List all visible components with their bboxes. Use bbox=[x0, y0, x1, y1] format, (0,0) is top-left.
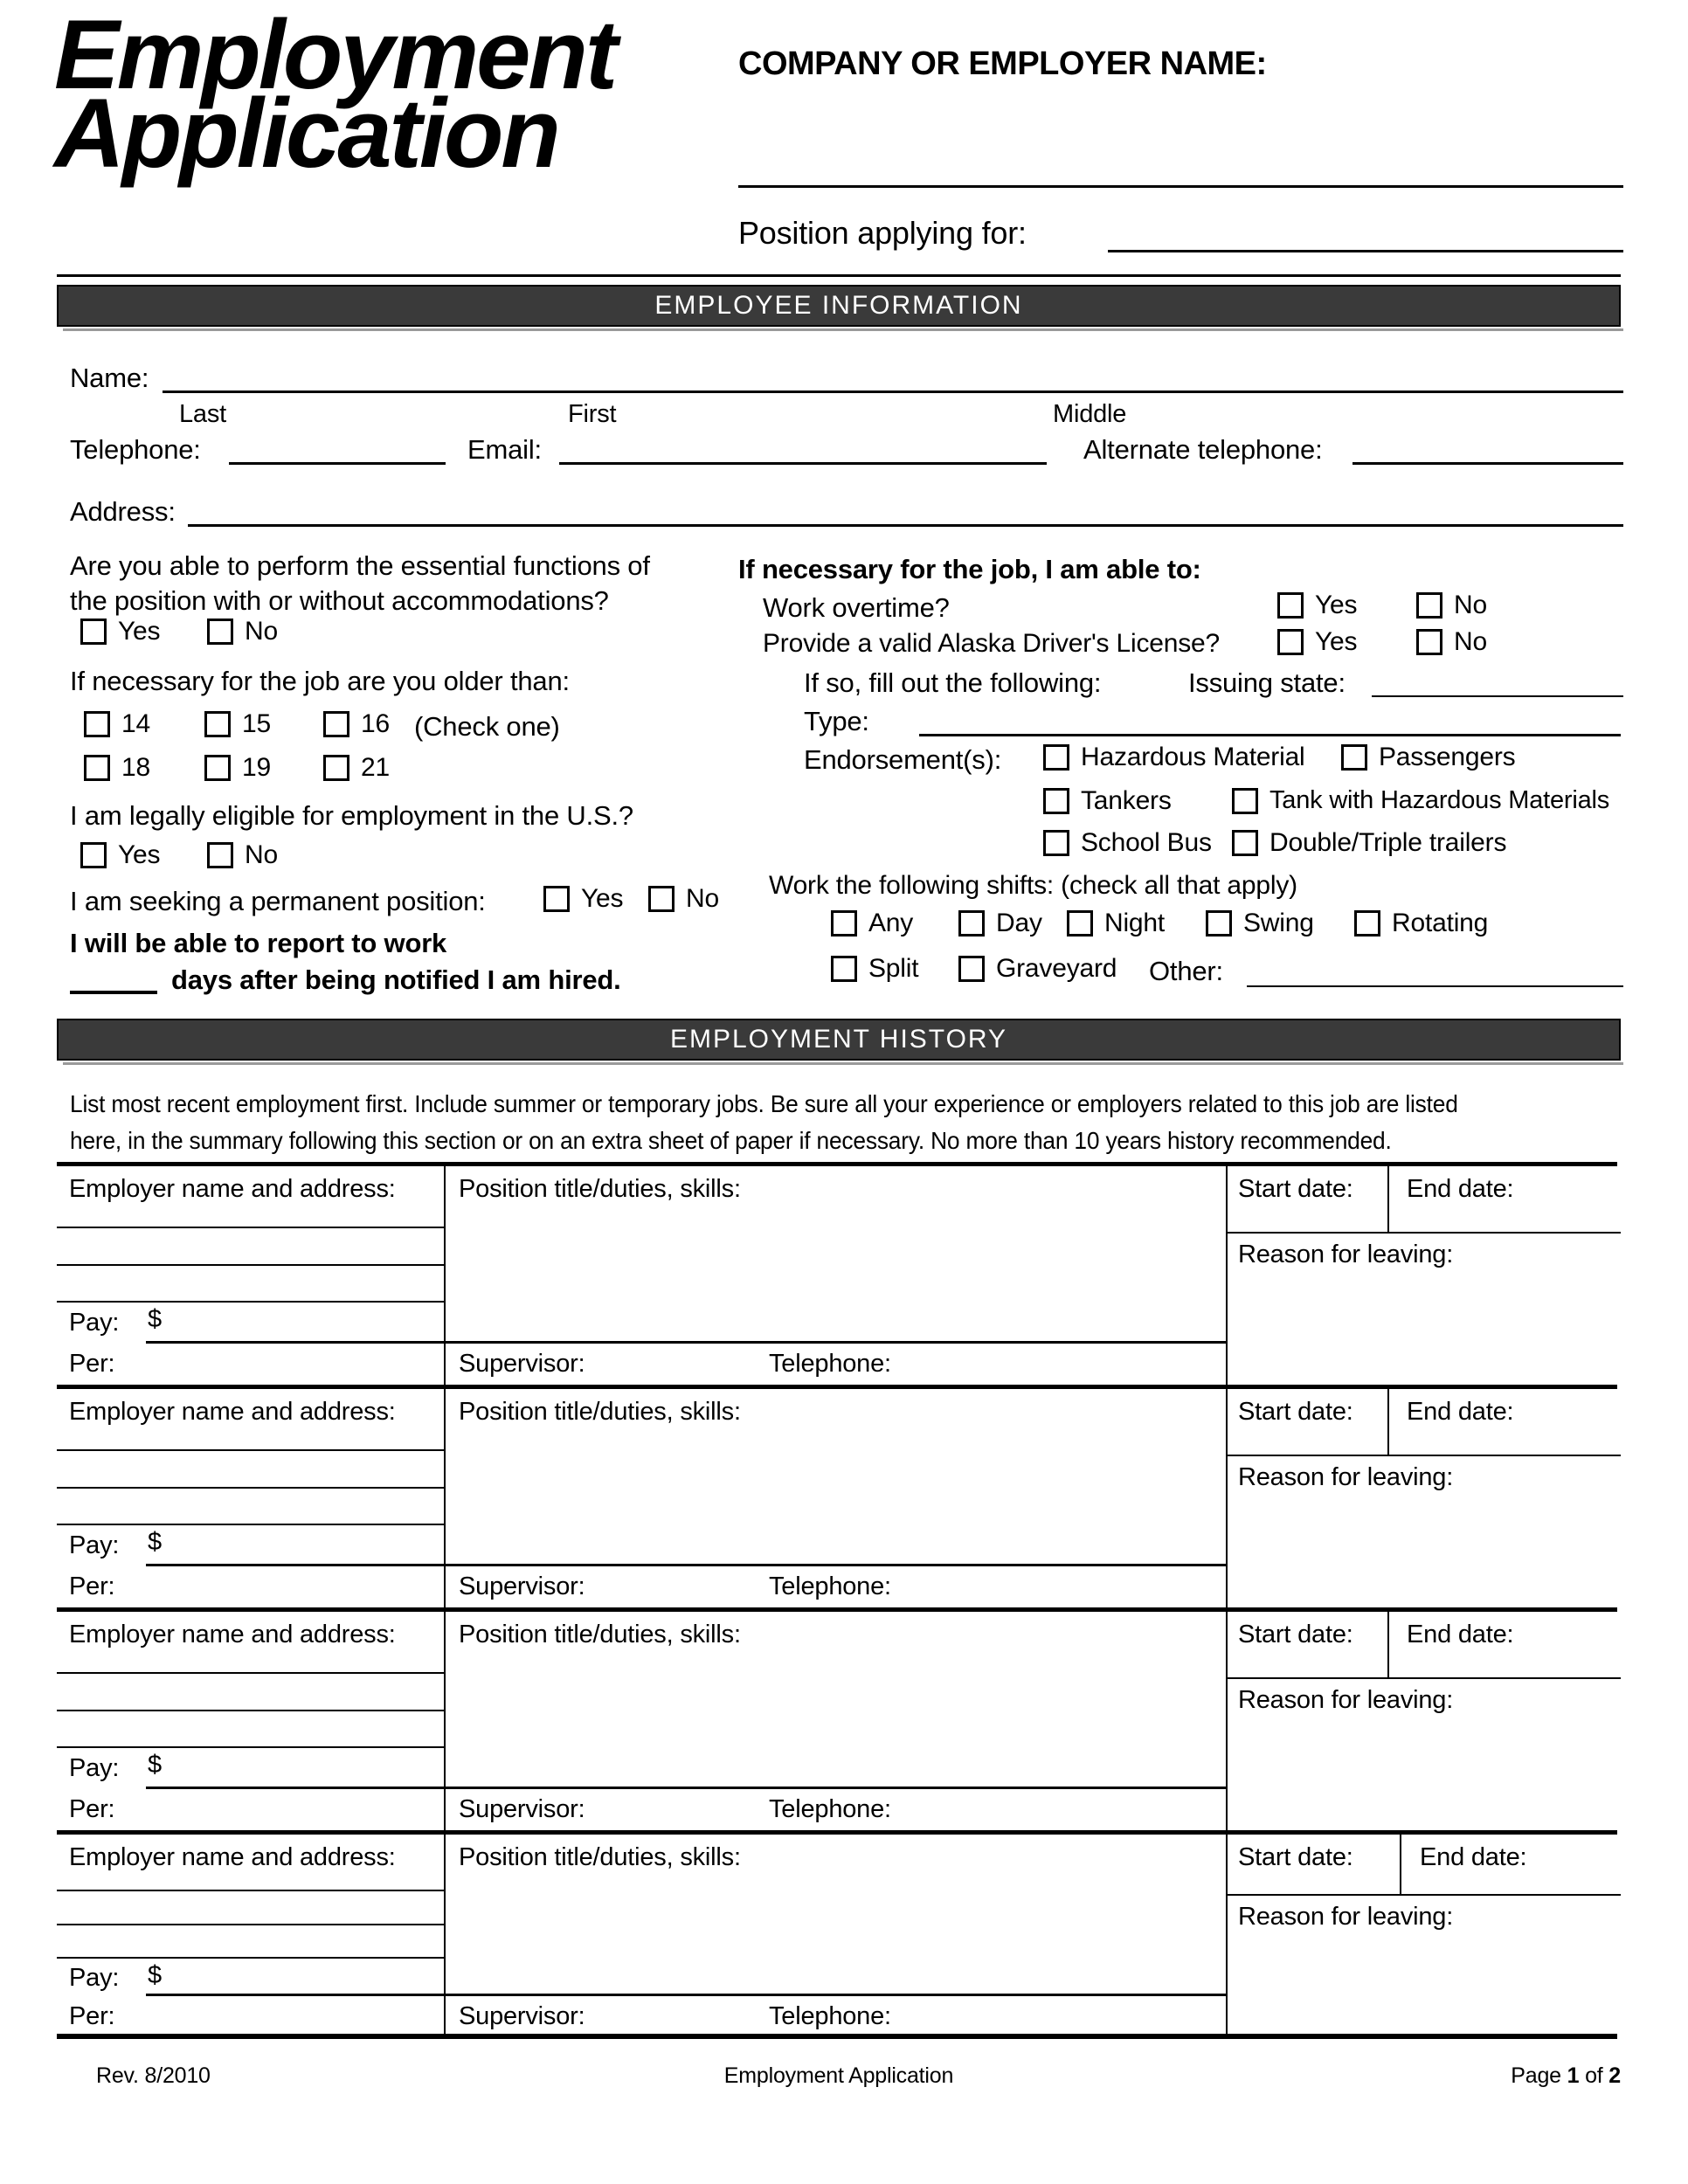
eligible-no-label: No bbox=[245, 840, 278, 869]
checkbox-functions-yes[interactable] bbox=[80, 619, 107, 645]
end-date-cell[interactable] bbox=[1389, 1612, 1621, 1677]
name-label: Name: bbox=[70, 363, 149, 393]
end-date-label: End date: bbox=[1407, 1398, 1514, 1426]
position-duties-label: Position title/duties, skills: bbox=[459, 1175, 741, 1203]
shifts-heading: Work the following shifts: (check all that apply) bbox=[769, 871, 1297, 900]
position-applying-label: Position applying for: bbox=[738, 215, 1027, 251]
checkbox-shift-rotating[interactable] bbox=[1354, 910, 1380, 936]
endorsement-school-bus-label: School Bus bbox=[1081, 828, 1212, 857]
employer-name-label: Employer name and address: bbox=[69, 1843, 396, 1871]
telephone-label: Telephone: bbox=[769, 1572, 891, 1600]
question-overtime: Work overtime? bbox=[763, 592, 950, 623]
alt-telephone-label: Alternate telephone: bbox=[1083, 434, 1323, 465]
question-essential-functions-line2: the position with or without accommodations? bbox=[70, 585, 609, 616]
end-date-cell[interactable] bbox=[1389, 1835, 1621, 1894]
footer-page-word: Page bbox=[1511, 2063, 1561, 2088]
checkbox-license-no[interactable] bbox=[1416, 629, 1442, 655]
reason-for-leaving-label: Reason for leaving: bbox=[1238, 1902, 1454, 1931]
dollar-sign: $ bbox=[148, 1750, 162, 1779]
functions-no-label: No bbox=[245, 617, 278, 646]
shift-rotating-label: Rotating bbox=[1392, 909, 1489, 937]
other-shift-field[interactable] bbox=[1247, 985, 1623, 987]
company-name-label: COMPANY OR EMPLOYER NAME: bbox=[738, 45, 1267, 82]
end-date-label: End date: bbox=[1407, 1175, 1514, 1203]
checkbox-age-15[interactable] bbox=[204, 711, 231, 737]
eligible-yes-label: Yes bbox=[118, 840, 161, 869]
end-date-label: End date: bbox=[1420, 1843, 1527, 1871]
footer-title: Employment Application bbox=[723, 2063, 954, 2088]
employee-bar-shadow bbox=[63, 328, 1623, 331]
checkbox-overtime-yes[interactable] bbox=[1277, 592, 1304, 619]
reason-for-leaving-cell[interactable] bbox=[1228, 1918, 1619, 2030]
telephone-field[interactable] bbox=[909, 1572, 1219, 1604]
end-date-label: End date: bbox=[1407, 1621, 1514, 1648]
dollar-sign: $ bbox=[148, 1304, 162, 1333]
employer-address-line-3[interactable] bbox=[57, 1746, 444, 1748]
check-one-note: (Check one) bbox=[414, 711, 560, 742]
employment-block bbox=[57, 1389, 1621, 1607]
position-duties-area[interactable] bbox=[446, 1878, 1223, 1987]
shift-day-label: Day bbox=[996, 909, 1042, 937]
telephone-field[interactable] bbox=[229, 462, 446, 465]
employee-information-bar bbox=[57, 285, 1621, 327]
age-18-label: 18 bbox=[121, 753, 150, 782]
start-date-cell[interactable] bbox=[1228, 1835, 1386, 1894]
reason-for-leaving-label: Reason for leaving: bbox=[1238, 1686, 1454, 1714]
employment-history-bar bbox=[57, 1019, 1621, 1061]
position-duties-area[interactable] bbox=[446, 1655, 1223, 1776]
pay-field[interactable] bbox=[146, 1994, 1226, 1996]
form-title bbox=[54, 0, 616, 188]
checkbox-shift-swing[interactable] bbox=[1206, 910, 1232, 936]
per-label: Per: bbox=[69, 1572, 115, 1600]
endorsement-hazardous-material-label: Hazardous Material bbox=[1081, 743, 1305, 771]
pay-field[interactable] bbox=[146, 1564, 1226, 1566]
checkbox-endorsement-double-triple[interactable] bbox=[1232, 830, 1258, 856]
pay-label: Pay: bbox=[69, 1753, 120, 1782]
employer-address-line-1[interactable] bbox=[57, 1449, 444, 1451]
employer-address-line-1[interactable] bbox=[57, 1890, 444, 1891]
employer-address-line-1[interactable] bbox=[57, 1227, 444, 1228]
report-to-work-line2: days after being notified I am hired. bbox=[171, 964, 621, 995]
question-eligible: I am legally eligible for employment in the U.S.? bbox=[70, 800, 633, 831]
reason-for-leaving-cell[interactable] bbox=[1228, 1481, 1619, 1603]
per-field[interactable] bbox=[135, 1795, 437, 1827]
employer-address-line-2[interactable] bbox=[57, 1924, 444, 1925]
telephone-field[interactable] bbox=[909, 1350, 1219, 1381]
employment-block bbox=[57, 1835, 1621, 2034]
checkbox-age-14[interactable] bbox=[84, 711, 110, 737]
per-label: Per: bbox=[69, 2001, 115, 2030]
employer-name-label: Employer name and address: bbox=[69, 1621, 396, 1648]
report-days-field[interactable] bbox=[70, 964, 157, 994]
issuing-state-field[interactable] bbox=[1372, 695, 1623, 697]
per-field[interactable] bbox=[135, 2002, 437, 2034]
age-19-label: 19 bbox=[242, 753, 271, 782]
endorsement-tankers-label: Tankers bbox=[1081, 786, 1172, 815]
history-instructions-line2: here, in the summary following this section or on an extra sheet of paper if necessary. No more than 10 years history recommended. bbox=[70, 1127, 1392, 1154]
history-table-bottom-rule bbox=[57, 2034, 1617, 2039]
telephone-field[interactable] bbox=[909, 2002, 1219, 2034]
position-applying-field[interactable] bbox=[1108, 250, 1623, 252]
per-label: Per: bbox=[69, 1350, 115, 1378]
company-name-field[interactable] bbox=[738, 185, 1623, 188]
employment-block bbox=[57, 1612, 1621, 1830]
employment-block bbox=[57, 1166, 1621, 1385]
employee-information-bar-title: EMPLOYEE INFORMATION bbox=[654, 291, 1023, 320]
supervisor-field[interactable] bbox=[598, 1795, 764, 1827]
overtime-no-label: No bbox=[1454, 591, 1487, 619]
checkbox-endorsement-hazardous-material[interactable] bbox=[1043, 744, 1069, 771]
checkbox-shift-night[interactable] bbox=[1067, 910, 1093, 936]
reason-for-leaving-cell[interactable] bbox=[1228, 1258, 1619, 1380]
employer-address-line-3[interactable] bbox=[57, 1301, 444, 1303]
checkbox-permanent-no[interactable] bbox=[648, 886, 675, 912]
supervisor-field[interactable] bbox=[598, 2002, 764, 2034]
checkbox-permanent-yes[interactable] bbox=[543, 886, 570, 912]
permanent-yes-label: Yes bbox=[581, 884, 624, 913]
employer-name-label: Employer name and address: bbox=[69, 1175, 396, 1203]
license-no-label: No bbox=[1454, 627, 1487, 656]
shift-graveyard-label: Graveyard bbox=[996, 954, 1117, 983]
supervisor-label: Supervisor: bbox=[459, 1350, 585, 1378]
per-label: Per: bbox=[69, 1795, 115, 1823]
form-title-line1: Employment bbox=[54, 0, 616, 109]
dates-row-bottom-border bbox=[1226, 1677, 1621, 1679]
position-duties-label: Position title/duties, skills: bbox=[459, 1843, 741, 1871]
history-bar-shadow bbox=[63, 1062, 1623, 1065]
pay-label: Pay: bbox=[69, 1308, 120, 1337]
employer-address-line-3[interactable] bbox=[57, 1524, 444, 1525]
rule-above-employee-bar bbox=[57, 274, 1621, 277]
checkbox-age-18[interactable] bbox=[84, 755, 110, 781]
checkbox-eligible-no[interactable] bbox=[207, 842, 233, 868]
pay-field[interactable] bbox=[146, 1787, 1226, 1789]
employment-history-bar-title: EMPLOYMENT HISTORY bbox=[669, 1025, 1008, 1054]
name-sub-middle: Middle bbox=[1053, 400, 1127, 428]
checkbox-license-yes[interactable] bbox=[1277, 629, 1304, 655]
able-to-heading: If necessary for the job, I am able to: bbox=[738, 554, 1201, 584]
name-field[interactable] bbox=[163, 390, 1623, 393]
position-duties-label: Position title/duties, skills: bbox=[459, 1398, 741, 1426]
shift-swing-label: Swing bbox=[1243, 909, 1314, 937]
shift-any-label: Any bbox=[868, 909, 914, 937]
dates-row-bottom-border bbox=[1226, 1232, 1621, 1234]
end-date-cell[interactable] bbox=[1389, 1389, 1621, 1455]
start-date-label: Start date: bbox=[1238, 1398, 1353, 1426]
question-older-than: If necessary for the job are you older than: bbox=[70, 666, 570, 696]
telephone-label: Telephone: bbox=[769, 1350, 891, 1378]
type-label: Type: bbox=[804, 706, 869, 736]
question-license: Provide a valid Alaska Driver's License? bbox=[763, 629, 1220, 658]
dollar-sign: $ bbox=[148, 1960, 162, 1989]
age-16-label: 16 bbox=[361, 709, 390, 738]
telephone-label: Telephone: bbox=[769, 2001, 891, 2030]
email-label: Email: bbox=[467, 434, 542, 465]
checkbox-age-21[interactable] bbox=[323, 755, 349, 781]
license-yes-label: Yes bbox=[1315, 627, 1358, 656]
footer-page-indicator bbox=[57, 2063, 1621, 2089]
checkbox-age-16[interactable] bbox=[323, 711, 349, 737]
question-permanent: I am seeking a permanent position: bbox=[70, 886, 486, 916]
checkbox-endorsement-passengers[interactable] bbox=[1341, 744, 1367, 771]
checkbox-endorsement-tankers[interactable] bbox=[1043, 788, 1069, 814]
supervisor-label: Supervisor: bbox=[459, 1572, 585, 1600]
question-essential-functions-line1: Are you able to perform the essential functions of bbox=[70, 550, 650, 581]
other-shift-label: Other: bbox=[1149, 956, 1223, 986]
shift-night-label: Night bbox=[1104, 909, 1166, 937]
employer-address-line-2[interactable] bbox=[57, 1264, 444, 1266]
dates-row-bottom-border bbox=[1226, 1455, 1621, 1456]
pay-field[interactable] bbox=[146, 1341, 1226, 1344]
supervisor-field[interactable] bbox=[598, 1350, 764, 1381]
permanent-no-label: No bbox=[686, 884, 719, 913]
position-duties-area[interactable] bbox=[446, 1210, 1223, 1330]
start-date-cell[interactable] bbox=[1228, 1612, 1386, 1677]
age-15-label: 15 bbox=[242, 709, 271, 738]
checkbox-shift-graveyard[interactable] bbox=[958, 956, 985, 982]
name-sub-first: First bbox=[568, 400, 617, 428]
position-duties-area[interactable] bbox=[446, 1433, 1223, 1553]
per-field[interactable] bbox=[135, 1350, 437, 1381]
footer-page-total: 2 bbox=[1608, 2063, 1621, 2088]
footer-of-word: of bbox=[1585, 2063, 1603, 2088]
issuing-state-label: Issuing state: bbox=[1188, 667, 1346, 698]
checkbox-eligible-yes[interactable] bbox=[80, 842, 107, 868]
alt-telephone-field[interactable] bbox=[1352, 462, 1623, 465]
checkbox-age-19[interactable] bbox=[204, 755, 231, 781]
footer-revision: Rev. 8/2010 bbox=[96, 2063, 211, 2088]
start-date-label: Start date: bbox=[1238, 1175, 1353, 1203]
dollar-sign: $ bbox=[148, 1527, 162, 1556]
overtime-yes-label: Yes bbox=[1315, 591, 1358, 619]
endorsement-double-triple-label: Double/Triple trailers bbox=[1269, 828, 1507, 857]
email-field[interactable] bbox=[559, 462, 1047, 465]
end-date-cell[interactable] bbox=[1389, 1166, 1621, 1232]
shift-split-label: Split bbox=[868, 954, 919, 983]
age-14-label: 14 bbox=[121, 709, 150, 738]
start-date-cell[interactable] bbox=[1228, 1166, 1386, 1232]
supervisor-label: Supervisor: bbox=[459, 2001, 585, 2030]
age-21-label: 21 bbox=[361, 753, 390, 782]
checkbox-shift-day[interactable] bbox=[958, 910, 985, 936]
endorsements-label: Endorsement(s): bbox=[804, 744, 1002, 775]
footer-page-number: 1 bbox=[1567, 2063, 1580, 2088]
checkbox-overtime-no[interactable] bbox=[1416, 592, 1442, 619]
endorsement-passengers-label: Passengers bbox=[1379, 743, 1516, 771]
employer-address-line-1[interactable] bbox=[57, 1672, 444, 1674]
history-instructions-line1: List most recent employment first. Include summer or temporary jobs. Be sure all your experience or employers related to this job are listed bbox=[70, 1090, 1458, 1117]
reason-for-leaving-cell[interactable] bbox=[1228, 1704, 1619, 1826]
checkbox-shift-split[interactable] bbox=[831, 956, 857, 982]
reason-for-leaving-label: Reason for leaving: bbox=[1238, 1463, 1454, 1491]
report-to-work-line1: I will be able to report to work bbox=[70, 928, 447, 958]
employer-name-label: Employer name and address: bbox=[69, 1398, 396, 1426]
name-sub-last: Last bbox=[179, 400, 227, 428]
start-date-label: Start date: bbox=[1238, 1843, 1353, 1871]
supervisor-label: Supervisor: bbox=[459, 1795, 585, 1823]
telephone-label: Telephone: bbox=[769, 1795, 891, 1823]
checkbox-shift-any[interactable] bbox=[831, 910, 857, 936]
address-field[interactable] bbox=[188, 524, 1623, 527]
dates-row-bottom-border bbox=[1226, 1894, 1621, 1896]
form-title-line2: Application bbox=[54, 79, 558, 188]
employer-address-line-3[interactable] bbox=[57, 1957, 444, 1959]
if-so-note: If so, fill out the following: bbox=[804, 667, 1102, 698]
license-type-field[interactable] bbox=[919, 734, 1621, 736]
pay-label: Pay: bbox=[69, 1531, 120, 1559]
supervisor-field[interactable] bbox=[598, 1572, 764, 1604]
telephone-field[interactable] bbox=[909, 1795, 1219, 1827]
employer-address-line-2[interactable] bbox=[57, 1710, 444, 1711]
employer-address-line-2[interactable] bbox=[57, 1487, 444, 1489]
pay-label: Pay: bbox=[69, 1964, 120, 1993]
reason-for-leaving-label: Reason for leaving: bbox=[1238, 1241, 1454, 1268]
endorsement-tank-hazmat-label: Tank with Hazardous Materials bbox=[1269, 786, 1610, 814]
telephone-label: Telephone: bbox=[70, 434, 201, 465]
per-field[interactable] bbox=[135, 1572, 437, 1604]
checkbox-endorsement-school-bus[interactable] bbox=[1043, 830, 1069, 856]
start-date-label: Start date: bbox=[1238, 1621, 1353, 1648]
checkbox-functions-no[interactable] bbox=[207, 619, 233, 645]
start-date-cell[interactable] bbox=[1228, 1389, 1386, 1455]
functions-yes-label: Yes bbox=[118, 617, 161, 646]
address-label: Address: bbox=[70, 496, 176, 527]
checkbox-endorsement-tank-hazmat[interactable] bbox=[1232, 788, 1258, 814]
position-duties-label: Position title/duties, skills: bbox=[459, 1621, 741, 1648]
